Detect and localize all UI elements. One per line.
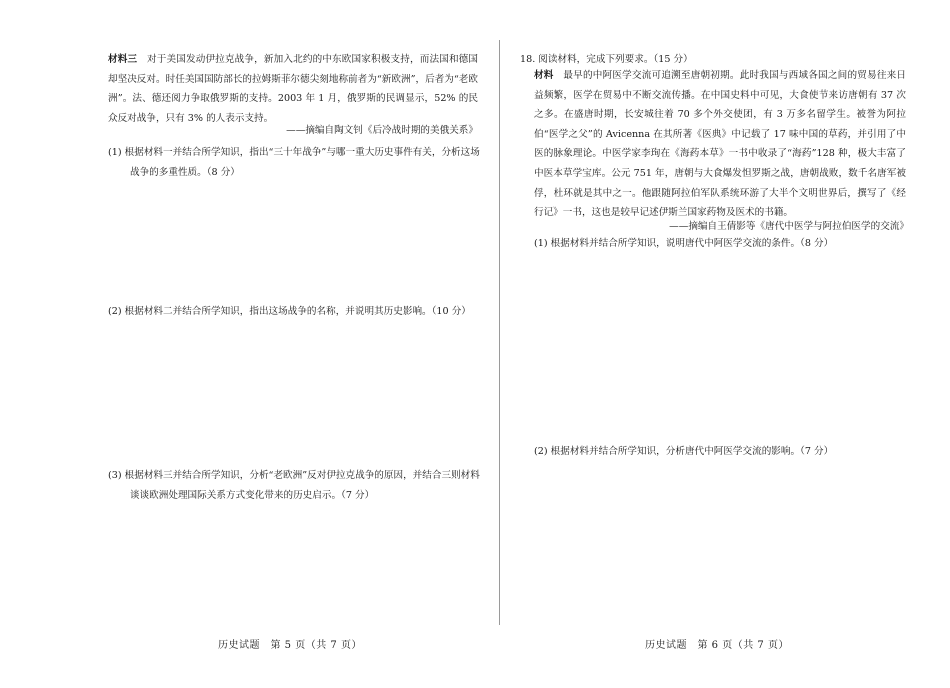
question-3 [108, 466, 488, 506]
material-3-source: ——摘编自陶文钊《后冷战时期的美俄关系》 [286, 125, 478, 136]
page-6-footer: 历史试题 第 6 页（共 7 页） [645, 640, 789, 651]
material-3-paragraph [108, 50, 478, 128]
page-5-footer: 历史试题 第 5 页（共 7 页） [218, 640, 362, 651]
question-1 [108, 143, 488, 183]
question-1-line-1: (1) 根据材料一并结合所学知识，指出“三十年战争”与哪一重大历史事件有关，分析这场 [108, 147, 480, 158]
question-18-1: (1) 根据材料并结合所学知识，说明唐代中阿医学交流的条件。（8 分） [534, 238, 834, 249]
question-18-title: 18. 阅读材料，完成下列要求。（15 分） [520, 54, 693, 65]
material-paragraph [534, 66, 906, 223]
material-source: ——摘编自王倩影等《唐代中医学与阿拉伯医学的交流》 [669, 221, 909, 232]
material-text: 最早的中阿医学交流可追溯至唐朝初期。此时我国与西域各国之间的贸易往来日益频繁，医学在贸易中不断交流传播。在中国史料中可见，大食使节来访唐朝有 37 次之多。在盛唐时期，长安城往着 70 多个外交使团，有 3 万多名留学生。被誉为阿拉伯“医学之父”的 Avicenna 在其所著《医典》中记载了 17 味中国的草药，并引用了中医的脉象理论。中医学家李珣在《海药本草》一书中收录了“海药”128 种，极大丰富了中医本草学宝库。公元 751 年，唐朝与大食爆发怛罗斯之战，唐朝战败，数千名唐军被俘，杜环就是其中之一。他跟随阿拉伯军队系统环游了大半个文明世界后，撰写了《经行记》一书，这也是较早记述伊斯兰国家药物及医术的书籍。 [534, 70, 907, 219]
question-3-line-1: (3) 根据材料三并结合所学知识，分析“老欧洲”反对伊拉克战争的原因，并结合三则材料 [108, 470, 480, 481]
question-18-2: (2) 根据材料并结合所学知识，分析唐代中阿医学交流的影响。（7 分） [534, 446, 834, 457]
question-2: (2) 根据材料二并结合所学知识，指出这场战争的名称，并说明其历史影响。（10 分） [108, 306, 471, 317]
material-3-label: 材料三 [108, 54, 138, 65]
question-1-line-2: 战争的多重性质。（8 分） [130, 167, 240, 178]
material-label: 材料 [534, 70, 554, 81]
question-3-line-2: 谈谈欧洲处理国际关系方式变化带来的历史启示。（7 分） [130, 490, 375, 501]
exam-page-6 [500, 0, 950, 688]
material-3-text: 对于美国发动伊拉克战争，新加入北约的中东欧国家积极支持，而法国和德国却坚决反对。时任美国国防部长的拉姆斯菲尔德尖刻地称前者为“新欧洲”，后者为“老欧洲”。法、德还阅力争取俄罗斯的支持。2003 年 1 月，俄罗斯的民调显示，52% 的民众反对战争，只有 3% 的人表示支持。 [108, 54, 479, 124]
